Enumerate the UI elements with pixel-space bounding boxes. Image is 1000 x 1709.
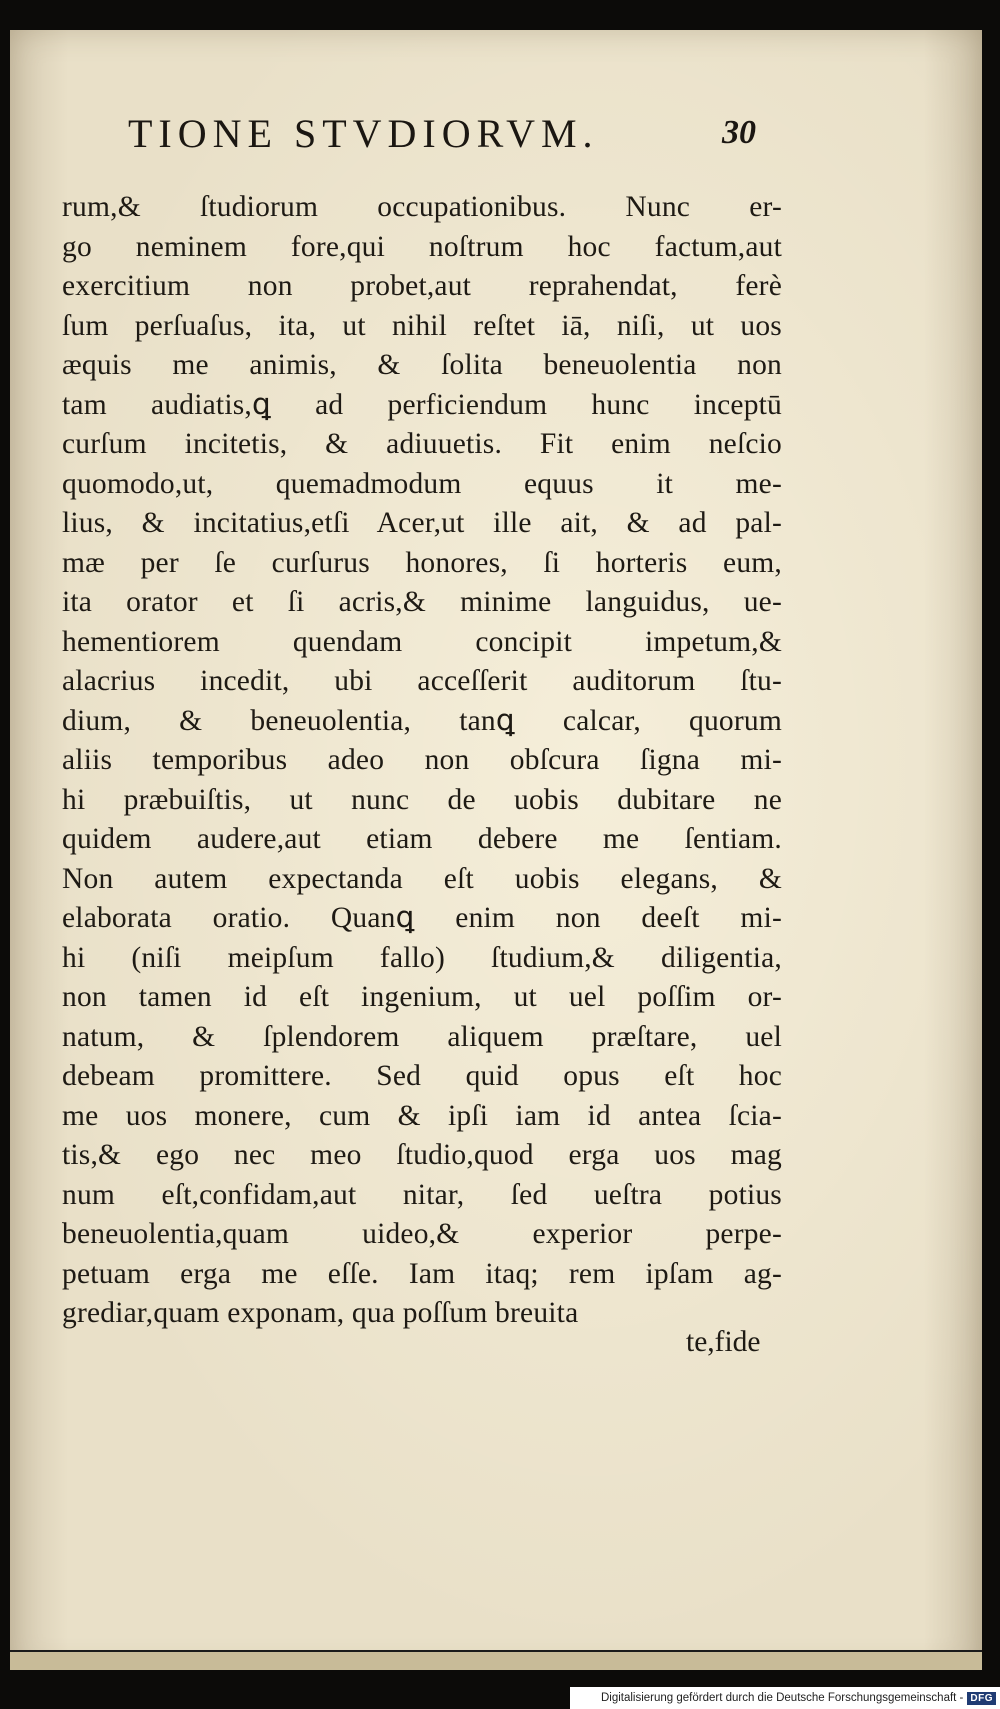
text-line: quomodo,ut, quemadmodum equus it me-	[62, 467, 782, 500]
text-line: hementiorem quendam concipit impetum,&	[62, 625, 782, 658]
text-line: exercitium non probet,aut reprahendat, ferè	[62, 270, 782, 302]
credit-text: Digitalisierung gefördert durch die Deutsche Forschungsgemeinschaft -	[600, 1692, 964, 1704]
book-page	[10, 30, 982, 1670]
text-line: petuam erga me eſſe. Iam itaq; rem ipſam ag-	[62, 1257, 782, 1290]
text-line: non tamen id eſt ingenium, ut uel poſſim or-	[62, 981, 782, 1013]
dfg-logo: DFG	[967, 1692, 996, 1705]
text-line: quidem audere,aut etiam debere me ſentiam.	[62, 823, 782, 855]
text-line: hi (niſi meipſum fallo) ſtudium,& diligentia,	[62, 941, 782, 974]
text-line: curſum incitetis, & adiuuetis. Fit enim neſcio	[62, 428, 782, 460]
text-line: rum,& ſtudiorum occupationibus. Nunc er-	[62, 191, 782, 223]
text-line: hi præbuiſtis, ut nunc de uobis dubitare ne	[62, 783, 782, 816]
text-line: debeam promittere. Sed quid opus eſt hoc	[62, 1060, 782, 1092]
catchword: te,fide	[686, 1326, 761, 1358]
text-line: ita orator et ſi acris,& minime languidus, ue-	[62, 586, 782, 618]
text-line: grediar,quam exponam, qua poſſum breuita	[62, 1297, 579, 1329]
text-line: go neminem fore,qui noſtrum hoc factum,aut	[62, 230, 782, 263]
text-line: mæ per ſe curſurus honores, ſi horteris eum,	[62, 546, 782, 579]
text-line: lius, & incitatius,etſi Acer,ut ille ait, & ad pal-	[62, 507, 782, 539]
running-head: TIONE STVDIORVM.	[128, 111, 599, 156]
text-line: natum, & ſplendorem aliquem præſtare, uel	[62, 1020, 782, 1053]
text-line: Non autem expectanda eſt uobis elegans, &	[62, 862, 782, 895]
text-line: elaborata oratio. Quanꝗ enim non deeſt mi-	[62, 902, 782, 934]
page-bottom-edge	[10, 1650, 982, 1670]
text-line: tis,& ego nec meo ſtudio,quod erga uos mag	[62, 1139, 782, 1171]
text-line: num eſt,confidam,aut nitar, ſed ueſtra potius	[62, 1178, 782, 1211]
text-line: aliis temporibus adeo non obſcura ſigna mi-	[62, 744, 782, 776]
text-line: æquis me animis, & ſolita beneuolentia non	[62, 349, 782, 381]
text-line: beneuolentia,quam uideo,& experior perpe-	[62, 1218, 782, 1250]
digitization-credit	[570, 1687, 1000, 1709]
text-line: tam audiatis,ꝗ ad perficiendum hunc inceptū	[62, 388, 782, 421]
text-line: me uos monere, cum & ipſi iam id antea ſcia-	[62, 1099, 782, 1132]
text-line: ſum perſuaſus, ita, ut nihil reſtet iā, niſi, ut uos	[62, 309, 782, 342]
text-line: dium, & beneuolentia, tanꝗ calcar, quorum	[62, 704, 782, 737]
text-line: alacrius incedit, ubi acceſſerit auditorum ſtu-	[62, 665, 782, 697]
folio-number: 30	[722, 114, 756, 151]
body-text	[62, 188, 782, 1334]
